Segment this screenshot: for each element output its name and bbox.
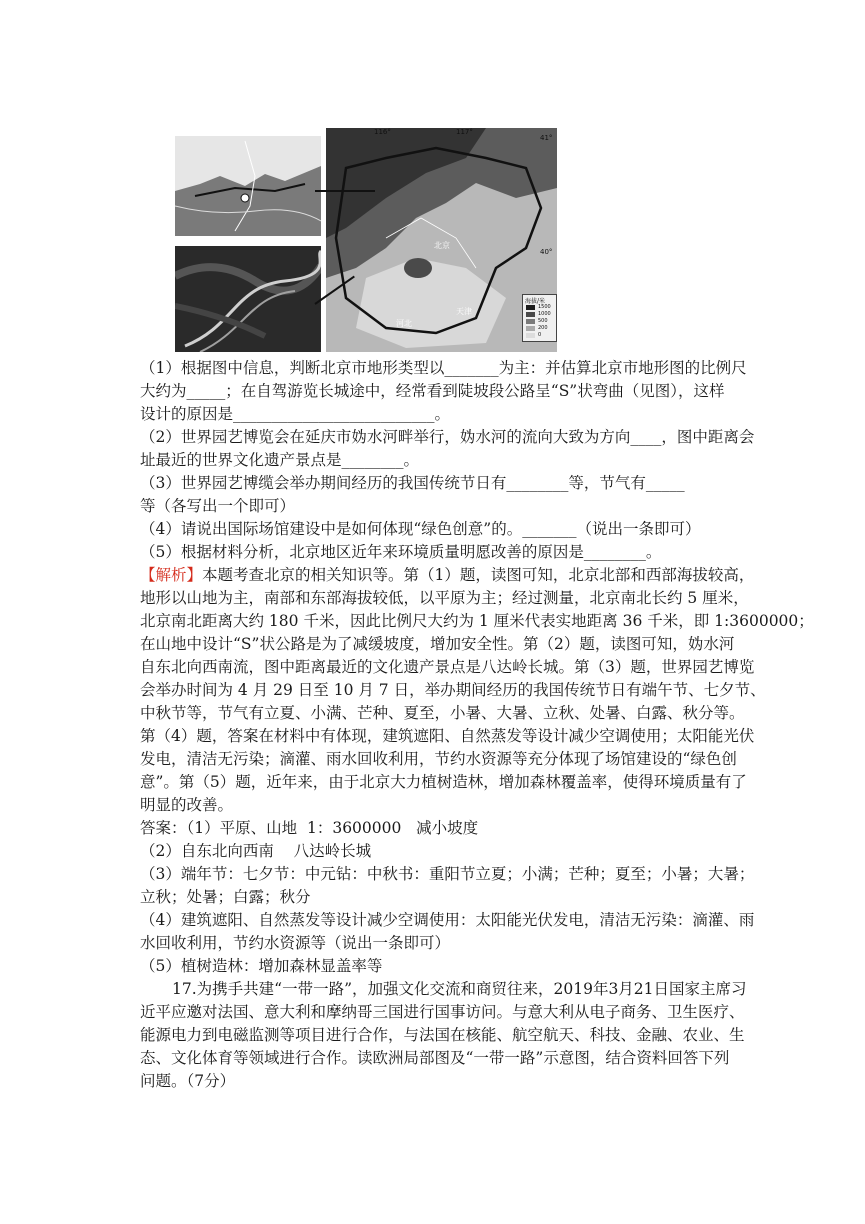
question-line: 址最近的世界文化遗产景点是________。 bbox=[140, 451, 420, 469]
coord-label: 117° bbox=[456, 128, 473, 136]
question-line: （1）根据图中信息，判断北京市地形类型以_______为主：并估算北京市地形图的比例尺 bbox=[140, 359, 747, 377]
question17-line: 态、文化体育等领域进行合作。读欧洲局部图及“一带一路”示意图，结合资料回答下列 bbox=[140, 1049, 730, 1067]
map-place-label: 天津 bbox=[456, 307, 472, 316]
question17-line: 问题。（7分） bbox=[140, 1072, 236, 1090]
analysis-line: 明显的改善。 bbox=[140, 796, 234, 814]
answer-line: （5）植树造林：增加森林显盖率等 bbox=[140, 957, 383, 975]
analysis-line: 在山地中设计“S”状公路是为了减缓坡度，增加安全性。第（2）题，读图可知，妫水河 bbox=[140, 635, 735, 653]
legend-value: 1500 bbox=[538, 304, 551, 310]
question17-line: 17.为携手共建“一带一路”，加强文化交流和商贸往来，2019年3月21日国家主席习 bbox=[172, 980, 747, 998]
analysis-line: 会举办时间为 4 月 29 日至 10 月 7 日，举办期间经历的我国传统节日有端午节、七夕节、 bbox=[140, 681, 766, 699]
s-shaped-road-photo bbox=[175, 246, 321, 352]
question17-line: 近平应邀对法国、意大利和摩纳哥三国进行国事访问。与意大利从电子商务、卫生医疗、 bbox=[140, 1003, 745, 1021]
analysis-line: 北京南北距离大约 180 千米，因此比例尺大约为 1 厘米代表实地距离 36 千米，即 1:3600000； bbox=[140, 612, 814, 630]
legend-swatch bbox=[526, 333, 535, 338]
question-line: 等（各写出一个即可） bbox=[140, 497, 296, 515]
analysis-line: 【解析】本题考查北京的相关知识等。第（1）题，读图可知，北京北部和西部海拔较高， bbox=[140, 566, 755, 584]
legend-value: 1000 bbox=[538, 311, 551, 317]
map-place-label: 河北 bbox=[396, 319, 412, 328]
answer-line: 立秋；处暑；白露；秋分 bbox=[140, 888, 311, 906]
analysis-line: 意”。第（5）题，近年来，由于北京大力植树造林，增加森林覆盖率，使得环境质量有了 bbox=[140, 773, 747, 791]
legend-swatch bbox=[526, 305, 535, 310]
analysis-line: 发电，清洁无污染；滴灌、雨水回收利用，节约水资源等充分体现了场馆建设的“绿色创 bbox=[140, 750, 737, 768]
question17-line: 能源电力到电磁监测等项目进行合作，与法国在核能、航空航天、科技、金融、农业、生 bbox=[140, 1026, 745, 1044]
elevation-legend bbox=[522, 294, 557, 342]
legend-swatch bbox=[526, 319, 535, 324]
pointer-arrow bbox=[315, 190, 375, 192]
question-line: 大约为_____；在自驾游览长城途中，经常看到陡坡段公路呈“S”状弯曲（见图），这样 bbox=[140, 382, 725, 400]
question-line: （3）世界园艺博缆会举办期间经历的我国传统节日有________等，节气有_____ bbox=[140, 474, 685, 492]
answer-line: （2）自东北向西南 八达岭长城 bbox=[140, 842, 372, 860]
legend-swatch bbox=[526, 312, 535, 317]
answer-line: 水回收利用，节约水资源等（说出一条即可） bbox=[140, 934, 451, 952]
question-line: （5）根据材料分析，北京地区近年来环境质量明愿改善的原因是________。 bbox=[140, 543, 662, 561]
legend-title: 海拔/米 bbox=[525, 298, 546, 305]
question-line: 设计的原因是__________________________。 bbox=[140, 405, 451, 423]
coord-label: 41° bbox=[540, 134, 553, 142]
analysis-line: 中秋节等，节气有立夏、小满、芒种、夏至，小暑、大暑、立秋、处暑、白露、秋分等。 bbox=[140, 704, 745, 722]
beijing-topographic-map bbox=[326, 128, 557, 352]
map-place-label: 北京 bbox=[434, 241, 450, 250]
legend-value: 500 bbox=[538, 318, 548, 324]
analysis-line: 第（4）题，答案在材料中有体现，建筑遮阳、自然蒸发等设计减少空调使用；太阳能光伏 bbox=[140, 727, 755, 745]
analysis-tag: 【解析】 bbox=[140, 566, 203, 584]
beijing-map-figure bbox=[175, 128, 557, 352]
coord-label: 40° bbox=[540, 248, 553, 256]
great-wall-inset-map bbox=[175, 136, 321, 236]
answer-line: （4）建筑遮阳、自然蒸发等设计减少空调使用：太阳能光伏发电，清洁无污染：滴灌、雨 bbox=[140, 911, 755, 929]
legend-swatch bbox=[526, 326, 535, 331]
question-line: （4）请说出国际场馆建设中是如何体现“绿色创意”的。_______（说出一条即可） bbox=[140, 520, 701, 538]
legend-value: 0 bbox=[538, 332, 542, 338]
analysis-line: 地形以山地为主，南部和东部海拔较低，以平原为主；经过测量，北京南北长约 5 厘米， bbox=[140, 589, 749, 607]
coord-label: 116° bbox=[374, 128, 391, 136]
answer-line: （3）端年节：七夕节：中元钻：中秋书：重阳节立夏；小满；芒种；夏至；小暑；大暑； bbox=[140, 865, 755, 883]
legend-value: 200 bbox=[538, 325, 548, 331]
answer-line: 答案：（1）平原、山地 1：3600000 减小坡度 bbox=[140, 819, 479, 837]
question-line: （2）世界园艺博览会在延庆市妫水河畔举行，妫水河的流向大致为方向____，图中距离会 bbox=[140, 428, 755, 446]
analysis-line: 自东北向西南流，图中距离最近的文化遗产景点是八达岭长城。第（3）题，世界园艺博览 bbox=[140, 658, 755, 676]
